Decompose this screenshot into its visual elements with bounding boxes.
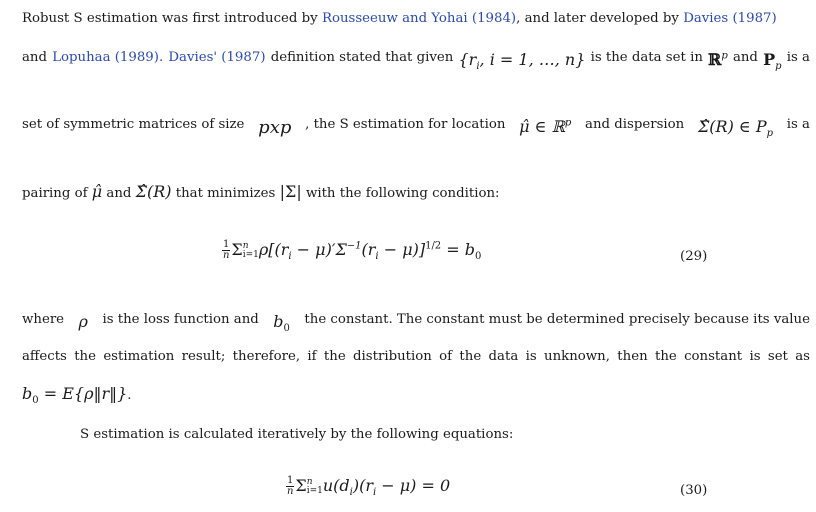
equation-30: $\frac{1}{n}$ Σ n i=1 $u(d_i)(r_i - \mu) = 0$: [286, 475, 451, 499]
equation-number: (29): [680, 249, 708, 264]
text: the constant. The constant must be determined precisely because its value: [304, 312, 810, 327]
citation-link[interactable]: Davies' (1987): [168, 50, 266, 65]
math-size: pxp: [258, 117, 292, 138]
text: and dispersion: [585, 117, 685, 132]
paragraph1-line4: [22, 182, 810, 201]
paragraph3: S estimation is calculated iteratively by the following equations:: [80, 427, 514, 442]
text: , the S estimation for location: [305, 117, 506, 132]
math-constant-definition: $b_0$ = E{ρ‖r‖}: [22, 384, 128, 407]
text: is a: [786, 117, 810, 132]
text: pairing of: [22, 186, 88, 201]
text: that minimizes: [175, 186, 276, 201]
math-dispersion: Σ̂(R) ∈ $P_p$: [697, 117, 773, 140]
text: and: [732, 50, 758, 65]
equation-number: (30): [680, 483, 708, 498]
text: is the loss function and: [102, 312, 259, 327]
text: set of symmetric matrices of size: [22, 117, 245, 132]
paragraph1-line2: [22, 50, 810, 72]
text: .: [127, 388, 132, 403]
math-dataset: {$r_i$, i = 1, …, n}: [458, 50, 586, 73]
math-real-space: ℝ$^p$: [708, 50, 728, 69]
text: definition stated that given: [270, 50, 454, 65]
text: affects the estimation result; therefore, if the distribution of the data is unknown, then the constant is set as: [22, 349, 810, 364]
fraction: $\frac{1}{n}$: [286, 475, 294, 497]
text: Robust S estimation was first introduced by: [22, 11, 318, 26]
paragraph2-line1: [22, 312, 810, 334]
paragraph1-line1: [22, 11, 810, 26]
math-matrix-set: $P_p$: [763, 50, 782, 73]
math-dispersion: Σ̂(R): [135, 182, 172, 201]
math-location: μ̂ ∈ ℝ$^p$: [519, 117, 572, 136]
paragraph2-line2: [22, 349, 810, 364]
text: and: [22, 50, 48, 65]
text: where: [22, 312, 65, 327]
citation-link[interactable]: Rousseeuw and Yohai (1984): [321, 11, 517, 26]
text: , and later developed by: [516, 11, 679, 26]
paragraph2-line3: [22, 384, 810, 406]
equation-29: $\frac{1}{n}$ Σ n i=1 $\rho[(r_i - \mu)'\Sigma^{-1}(r_i - \mu)]^{1/2} = b_0$: [222, 239, 482, 263]
math-constant: $b_0$: [273, 312, 290, 335]
citation-link[interactable]: Davies (1987): [683, 11, 777, 26]
text: and: [106, 186, 132, 201]
paragraph1-line3: [22, 117, 810, 139]
text: with the following condition:: [305, 186, 500, 201]
text: is the data set in: [590, 50, 703, 65]
math-rho: ρ: [78, 312, 88, 331]
math-location: μ̂: [91, 182, 103, 201]
math-determinant: |Σ|: [279, 182, 302, 201]
text: is a: [786, 50, 810, 65]
fraction: $\frac{1}{n}$: [222, 239, 230, 261]
citation-link[interactable]: Lopuhaa (1989).: [52, 50, 164, 65]
